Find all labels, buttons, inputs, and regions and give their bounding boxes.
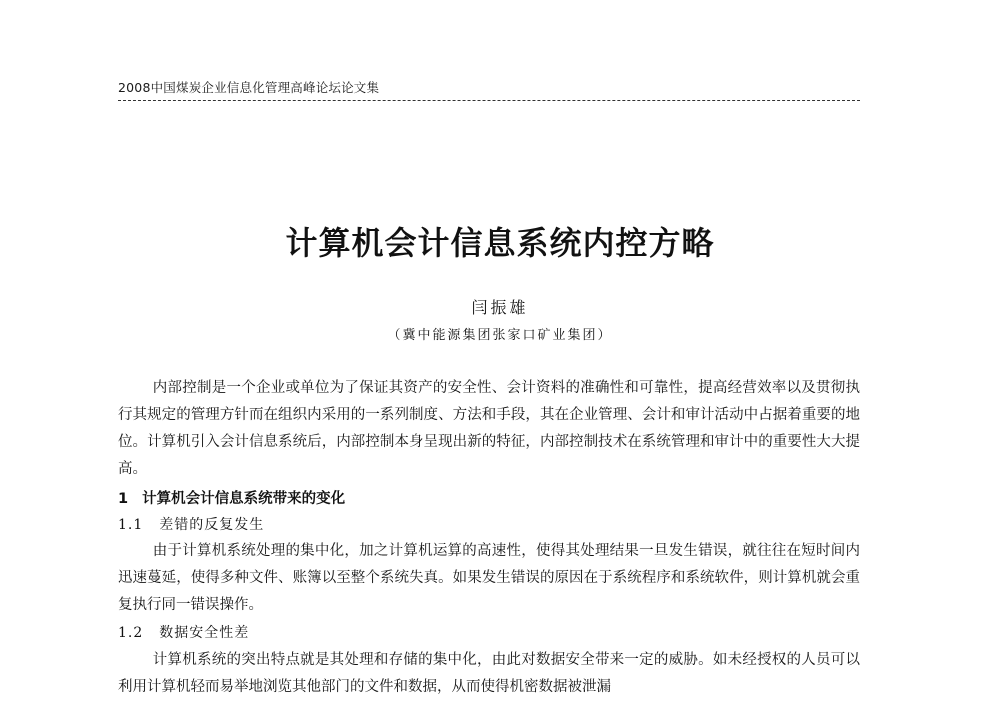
running-header: 2008中国煤炭企业信息化管理高峰论坛论文集 [118,80,380,95]
header-divider [118,100,860,101]
subsection-number: 1.2 [118,625,144,641]
author-affiliation: （冀中能源集团张家口矿业集团） [387,328,613,343]
subsection-number: 1.1 [118,517,144,533]
subsection-title: 差错的反复发生 [159,517,265,533]
subsection-heading [118,514,264,534]
subsection-heading [118,622,249,642]
section-number: 1 [118,491,129,507]
section-title: 计算机会计信息系统带来的变化 [142,491,346,507]
paper-title: 计算机会计信息系统内控方略 [285,224,715,262]
body-paragraph: 由于计算机系统处理的集中化，加之计算机运算的高速性，使得其处理结果一旦发生错误，就往往在短时间内迅速蔓延，使得多种文件、账簿以至整个系统失真。如果发生错误的原因在于系统程序和系统软件，则计算机就会重复执行同一错误操作。 [118,543,860,613]
subsection-title: 数据安全性差 [159,625,250,641]
author-name: 闫振雄 [471,298,529,317]
body-paragraph: 计算机系统的突出特点就是其处理和存储的集中化，由此对数据安全带来一定的威胁。如未经授权的人员可以利用计算机轻而易举地浏览其他部门的文件和数据，从而使得机密数据被泄漏 [118,652,860,695]
section-heading [118,487,345,508]
intro-paragraph: 内部控制是一个企业或单位为了保证其资产的安全性、会计资料的准确性和可靠性，提高经营效率以及贯彻执行其规定的管理方针而在组织内采用的一系列制度、方法和手段，其在企业管理、会计和审计活动中占据着重要的地位。计算机引入会计信息系统后，内部控制本身呈现出新的特征，内部控制技术在系统管理和审计中的重要性大大提高。 [118,380,860,477]
